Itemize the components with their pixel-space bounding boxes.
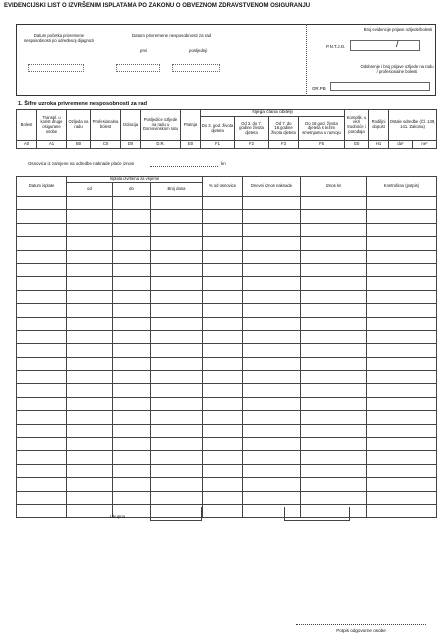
payment-cell[interactable] <box>113 210 151 223</box>
orpb-field[interactable] <box>330 82 430 91</box>
payment-cell[interactable] <box>367 411 437 424</box>
payment-cell[interactable] <box>367 504 437 517</box>
payment-cell[interactable] <box>17 210 67 223</box>
payment-cell[interactable] <box>367 237 437 250</box>
col-transplant: Transpl. u korist druge osigurane osobe <box>37 110 67 141</box>
table-row <box>17 411 437 424</box>
payment-cell[interactable] <box>17 263 67 276</box>
table-row <box>17 478 437 491</box>
table-row <box>17 263 437 276</box>
payment-cell[interactable] <box>151 263 203 276</box>
start-date-field[interactable] <box>28 64 84 72</box>
col-control: Kontrolirao (potpis) <box>367 177 437 197</box>
col-prof-bolest: Profesionalna bolest <box>91 110 121 141</box>
payment-cell[interactable] <box>243 237 301 250</box>
payment-cell[interactable] <box>243 277 301 290</box>
payment-cell[interactable] <box>151 478 203 491</box>
payment-cell[interactable] <box>151 304 203 317</box>
payment-cell[interactable] <box>203 397 243 410</box>
col-days: Broj dana <box>151 183 203 197</box>
payment-cell[interactable] <box>67 304 113 317</box>
col-posljedice: Posljedice ozljede na radu u Domovinskom ratu <box>141 110 181 141</box>
payment-cell[interactable] <box>113 424 151 437</box>
payment-cell[interactable] <box>367 290 437 303</box>
table-row <box>17 384 437 397</box>
payment-cell[interactable] <box>113 357 151 370</box>
payment-cell[interactable] <box>17 438 67 451</box>
payment-cell[interactable] <box>151 317 203 330</box>
code-cell[interactable]: F2 <box>235 141 269 149</box>
payment-cell[interactable] <box>367 250 437 263</box>
total-days-box[interactable] <box>150 507 202 521</box>
payment-cell[interactable] <box>151 290 203 303</box>
payment-cell[interactable] <box>301 491 367 504</box>
payment-cell[interactable] <box>17 290 67 303</box>
approval-label: Odobrenje i broj prijave ozljede na radu / profesionalne bolesti <box>360 64 434 74</box>
payment-cell[interactable] <box>151 438 203 451</box>
col-amount: Iznos kn <box>301 177 367 197</box>
payment-cell[interactable] <box>67 263 113 276</box>
code-cell[interactable]: E0 <box>181 141 201 149</box>
first-date-field[interactable] <box>116 64 160 72</box>
payment-cell[interactable] <box>301 451 367 464</box>
payment-cell[interactable] <box>151 210 203 223</box>
payment-cell[interactable] <box>243 210 301 223</box>
payment-cell[interactable] <box>301 357 367 370</box>
payment-cell[interactable] <box>243 304 301 317</box>
payment-cell[interactable] <box>203 223 243 236</box>
payment-cell[interactable] <box>113 344 151 357</box>
payment-cell[interactable] <box>67 330 113 343</box>
col-od: od <box>67 183 113 197</box>
payment-cell[interactable] <box>113 277 151 290</box>
payment-cell[interactable] <box>67 277 113 290</box>
payment-cell[interactable] <box>113 304 151 317</box>
payment-cell[interactable] <box>203 411 243 424</box>
payment-cell[interactable] <box>17 504 67 517</box>
payment-cell[interactable] <box>243 491 301 504</box>
table-row <box>17 424 437 437</box>
payment-cell[interactable] <box>243 478 301 491</box>
payment-cell[interactable] <box>367 478 437 491</box>
payment-cell[interactable] <box>17 411 67 424</box>
payment-cell[interactable] <box>17 478 67 491</box>
table-row <box>17 290 437 303</box>
payment-cell[interactable] <box>203 263 243 276</box>
payment-cell[interactable] <box>17 451 67 464</box>
payment-cell[interactable] <box>203 371 243 384</box>
col-pratnja: Pratnja <box>181 110 201 141</box>
last-date-field[interactable] <box>172 64 220 72</box>
payment-cell[interactable] <box>301 210 367 223</box>
payment-cell[interactable] <box>367 397 437 410</box>
form-title: EVIDENCIJSKI LIST O IZVRŠENIM ISPLATAMA PO ZAKONU O OBVEZNOM ZDRAVSTVENOM OSIGURANJU <box>4 3 311 9</box>
table-row <box>17 344 437 357</box>
income-unit: kn <box>221 161 226 166</box>
njega-sub-4: Do 18.god. života djeteta s težim smetnjama u razvoju <box>299 117 345 141</box>
payment-cell[interactable] <box>151 464 203 477</box>
payment-cell[interactable] <box>203 277 243 290</box>
payment-cell[interactable] <box>17 223 67 236</box>
payment-cell[interactable] <box>113 491 151 504</box>
payment-cell[interactable] <box>67 250 113 263</box>
payment-cell[interactable] <box>367 210 437 223</box>
payment-cell[interactable] <box>17 424 67 437</box>
payment-cell[interactable] <box>243 317 301 330</box>
code-cell[interactable]: da* <box>389 141 413 149</box>
payment-cell[interactable] <box>243 197 301 210</box>
payment-cell[interactable] <box>203 451 243 464</box>
payment-cell[interactable] <box>17 304 67 317</box>
code-cell[interactable]: A0 <box>17 141 37 149</box>
payment-cell[interactable] <box>367 197 437 210</box>
payment-cell[interactable] <box>301 277 367 290</box>
payment-cell[interactable] <box>301 290 367 303</box>
col-date: Datum isplate <box>17 177 67 197</box>
payment-cell[interactable] <box>17 330 67 343</box>
table-row <box>17 237 437 250</box>
payment-cell[interactable] <box>17 357 67 370</box>
payment-cell[interactable] <box>243 330 301 343</box>
payment-cell[interactable] <box>301 237 367 250</box>
col-pct: % od osnovice <box>203 177 243 197</box>
payment-cell[interactable] <box>243 357 301 370</box>
payment-cell[interactable] <box>301 263 367 276</box>
payment-cell[interactable] <box>17 371 67 384</box>
njega-sub-1: Do 3. god. života djeteta <box>201 117 235 141</box>
payment-cell[interactable] <box>17 344 67 357</box>
payment-cell[interactable] <box>367 223 437 236</box>
payment-cell[interactable] <box>203 317 243 330</box>
payment-cell[interactable] <box>151 384 203 397</box>
code-cell[interactable]: F3 <box>269 141 299 149</box>
payment-cell[interactable] <box>113 451 151 464</box>
table-row <box>17 451 437 464</box>
payment-cell[interactable] <box>301 478 367 491</box>
payment-cell[interactable] <box>301 397 367 410</box>
payment-cell[interactable] <box>367 438 437 451</box>
payment-cell[interactable] <box>67 397 113 410</box>
payment-cell[interactable] <box>203 438 243 451</box>
table-row <box>17 277 437 290</box>
payment-cell[interactable] <box>17 491 67 504</box>
payment-cell[interactable] <box>203 491 243 504</box>
payment-cell[interactable] <box>301 411 367 424</box>
payment-cell[interactable] <box>113 250 151 263</box>
payment-cell[interactable] <box>113 397 151 410</box>
payment-cell[interactable] <box>151 197 203 210</box>
payment-cell[interactable] <box>243 397 301 410</box>
payment-cell[interactable] <box>367 491 437 504</box>
total-label: Ukupno <box>110 514 126 519</box>
payment-cell[interactable] <box>301 330 367 343</box>
payment-cell[interactable] <box>243 250 301 263</box>
table-row <box>17 397 437 410</box>
njega-sub-3: Od 7. do 18.godine života djeteta <box>269 117 299 141</box>
col-period: Isplata izvršena za vrijeme <box>67 177 203 183</box>
payment-cell[interactable] <box>113 223 151 236</box>
payment-cell[interactable] <box>243 384 301 397</box>
payment-cell[interactable] <box>113 478 151 491</box>
payment-cell[interactable] <box>67 504 113 517</box>
payment-cell[interactable] <box>203 424 243 437</box>
reg-number-label: Broj evidencije prijave ozljede/bolesti <box>363 27 433 32</box>
code-cell[interactable]: C0 <box>91 141 121 149</box>
code-cell[interactable]: G0 <box>345 141 369 149</box>
payment-cell[interactable] <box>67 344 113 357</box>
table-row <box>17 210 437 223</box>
payment-cell[interactable] <box>203 304 243 317</box>
code-cell[interactable]: D0 <box>121 141 141 149</box>
payment-cell[interactable] <box>113 330 151 343</box>
payment-cell[interactable] <box>151 277 203 290</box>
payment-cell[interactable] <box>243 223 301 236</box>
payment-cell[interactable] <box>243 411 301 424</box>
payment-cell[interactable] <box>113 317 151 330</box>
payment-cell[interactable] <box>301 344 367 357</box>
payment-cell[interactable] <box>17 237 67 250</box>
payment-cell[interactable] <box>67 491 113 504</box>
payment-cell[interactable] <box>367 344 437 357</box>
payment-cell[interactable] <box>203 464 243 477</box>
payment-cell[interactable] <box>67 478 113 491</box>
payment-cell[interactable] <box>301 438 367 451</box>
payment-cell[interactable] <box>151 397 203 410</box>
payment-cell[interactable] <box>367 384 437 397</box>
payment-cell[interactable] <box>301 384 367 397</box>
payment-cell[interactable] <box>151 424 203 437</box>
payment-cell[interactable] <box>113 371 151 384</box>
payment-cell[interactable] <box>67 317 113 330</box>
payment-cell[interactable] <box>243 424 301 437</box>
payment-cell[interactable] <box>67 424 113 437</box>
reg-number-slash: / <box>396 39 399 49</box>
signature-label: Potpis odgovorne osobe <box>336 628 386 633</box>
code-cell[interactable]: ne* <box>413 141 437 149</box>
col-njega: Njega člana obitelji <box>201 110 345 117</box>
payment-cell[interactable] <box>67 384 113 397</box>
payment-cell[interactable] <box>243 290 301 303</box>
table-row <box>17 357 437 370</box>
payment-cell[interactable] <box>243 344 301 357</box>
code-cell[interactable]: D.R. <box>141 141 181 149</box>
table-row <box>17 330 437 343</box>
table-row <box>17 371 437 384</box>
payment-cell[interactable] <box>243 438 301 451</box>
payment-cell[interactable] <box>113 290 151 303</box>
payment-cell[interactable] <box>67 371 113 384</box>
payment-cell[interactable] <box>203 197 243 210</box>
payment-cell[interactable] <box>367 424 437 437</box>
signature-line[interactable] <box>296 624 426 625</box>
first-label: prvi <box>140 48 148 53</box>
col-ostale: Ostale odredbe (Čl. 139, 141. Zakona) <box>389 110 437 141</box>
payment-cell[interactable] <box>203 478 243 491</box>
payment-cell[interactable] <box>151 344 203 357</box>
col-izolacija: Izolacija <box>121 110 141 141</box>
col-do: do <box>113 183 151 197</box>
reg-number-field[interactable] <box>350 40 420 51</box>
payment-cell[interactable] <box>67 290 113 303</box>
code-cell[interactable]: B0 <box>67 141 91 149</box>
code-cell[interactable]: A1 <box>37 141 67 149</box>
payment-cell[interactable] <box>67 197 113 210</box>
code-cell[interactable]: F5 <box>299 141 345 149</box>
payment-cell[interactable] <box>67 237 113 250</box>
code-cell[interactable]: F1 <box>201 141 235 149</box>
payment-cell[interactable] <box>203 250 243 263</box>
payment-cell[interactable] <box>67 411 113 424</box>
total-amount-box[interactable] <box>284 507 350 521</box>
payment-cell[interactable] <box>367 304 437 317</box>
payment-cell[interactable] <box>367 451 437 464</box>
col-daily: Dnevni iznos naknade <box>243 177 301 197</box>
payment-cell[interactable] <box>203 344 243 357</box>
payment-cell[interactable] <box>67 451 113 464</box>
payment-cell[interactable] <box>113 197 151 210</box>
table-row <box>17 491 437 504</box>
income-line-field[interactable] <box>150 166 218 167</box>
table-row <box>17 223 437 236</box>
payment-cell[interactable] <box>151 330 203 343</box>
payment-cell[interactable] <box>67 210 113 223</box>
payment-cell[interactable] <box>67 438 113 451</box>
payment-cell[interactable] <box>243 371 301 384</box>
table-row <box>17 464 437 477</box>
payment-cell[interactable] <box>17 250 67 263</box>
payment-cell[interactable] <box>367 263 437 276</box>
payment-cell[interactable] <box>151 223 203 236</box>
payment-cell[interactable] <box>203 504 243 517</box>
col-ozljeda: Ozljeda na radu <box>67 110 91 141</box>
col-komplik: Komplik. u vezi trudnoće i porođaja <box>345 110 369 141</box>
payment-cell[interactable] <box>151 451 203 464</box>
payment-cell[interactable] <box>203 384 243 397</box>
payment-cell[interactable] <box>67 357 113 370</box>
cause-codes-table <box>16 109 437 149</box>
payment-cell[interactable] <box>203 237 243 250</box>
payment-cell[interactable] <box>113 411 151 424</box>
payment-cell[interactable] <box>203 330 243 343</box>
payment-cell[interactable] <box>301 424 367 437</box>
payment-cell[interactable] <box>203 357 243 370</box>
payment-cell[interactable] <box>243 464 301 477</box>
payment-cell[interactable] <box>367 464 437 477</box>
payment-cell[interactable] <box>243 451 301 464</box>
payment-cell[interactable] <box>17 197 67 210</box>
payment-cell[interactable] <box>17 397 67 410</box>
payment-cell[interactable] <box>367 371 437 384</box>
njega-sub-2: Od 3. do 7. godine života djeteta <box>235 117 269 141</box>
table-row <box>17 304 437 317</box>
payment-cell[interactable] <box>151 491 203 504</box>
payments-table <box>16 176 437 518</box>
payment-cell[interactable] <box>301 197 367 210</box>
payment-cell[interactable] <box>243 263 301 276</box>
payment-cell[interactable] <box>301 223 367 236</box>
start-date-label: Datum početka privremene nesposobnosti po određenoj dijagnozi <box>23 33 95 43</box>
payment-cell[interactable] <box>151 411 203 424</box>
code-cell[interactable]: H1 <box>369 141 389 149</box>
payment-cell[interactable] <box>113 464 151 477</box>
payment-cell[interactable] <box>367 317 437 330</box>
payment-cell[interactable] <box>151 237 203 250</box>
payment-cell[interactable] <box>17 317 67 330</box>
payment-cell[interactable] <box>17 384 67 397</box>
payment-cell[interactable] <box>301 371 367 384</box>
payment-cell[interactable] <box>113 384 151 397</box>
payment-cell[interactable] <box>151 357 203 370</box>
payment-cell[interactable] <box>151 250 203 263</box>
payment-cell[interactable] <box>113 237 151 250</box>
payment-cell[interactable] <box>301 304 367 317</box>
col-bolest: Bolest <box>17 110 37 141</box>
section1-title: 1. Šifre uzroka privremene nesposobnosti za rad <box>18 101 148 107</box>
table-row <box>17 197 437 210</box>
payment-cell[interactable] <box>203 210 243 223</box>
payment-cell[interactable] <box>367 330 437 343</box>
payment-cell[interactable] <box>367 357 437 370</box>
col-rodiljni: Rodiljni dopust <box>369 110 389 141</box>
payment-cell[interactable] <box>301 464 367 477</box>
income-line-label: Osnovica iz zamjene na odredbe naknade plaće iznosi <box>28 161 135 166</box>
payment-cell[interactable] <box>67 223 113 236</box>
payment-cell[interactable] <box>17 464 67 477</box>
table-row <box>17 250 437 263</box>
payment-cell[interactable] <box>67 464 113 477</box>
pntjo-label: P.N.T.J.O. <box>326 44 346 49</box>
payment-cell[interactable] <box>113 263 151 276</box>
table-row <box>17 504 437 517</box>
orpb-label: OR.PB <box>312 86 326 91</box>
payment-cell[interactable] <box>301 317 367 330</box>
last-label: posljednji <box>189 48 208 53</box>
payment-cell[interactable] <box>113 438 151 451</box>
payment-cell[interactable] <box>17 277 67 290</box>
payment-cell[interactable] <box>367 277 437 290</box>
payment-cell[interactable] <box>301 250 367 263</box>
header-divider <box>306 24 307 96</box>
table-row <box>17 438 437 451</box>
end-date-label: Datum privremene nesposobnosti za rad <box>132 33 212 38</box>
payment-cell[interactable] <box>203 290 243 303</box>
table-row <box>17 317 437 330</box>
payment-cell[interactable] <box>151 371 203 384</box>
